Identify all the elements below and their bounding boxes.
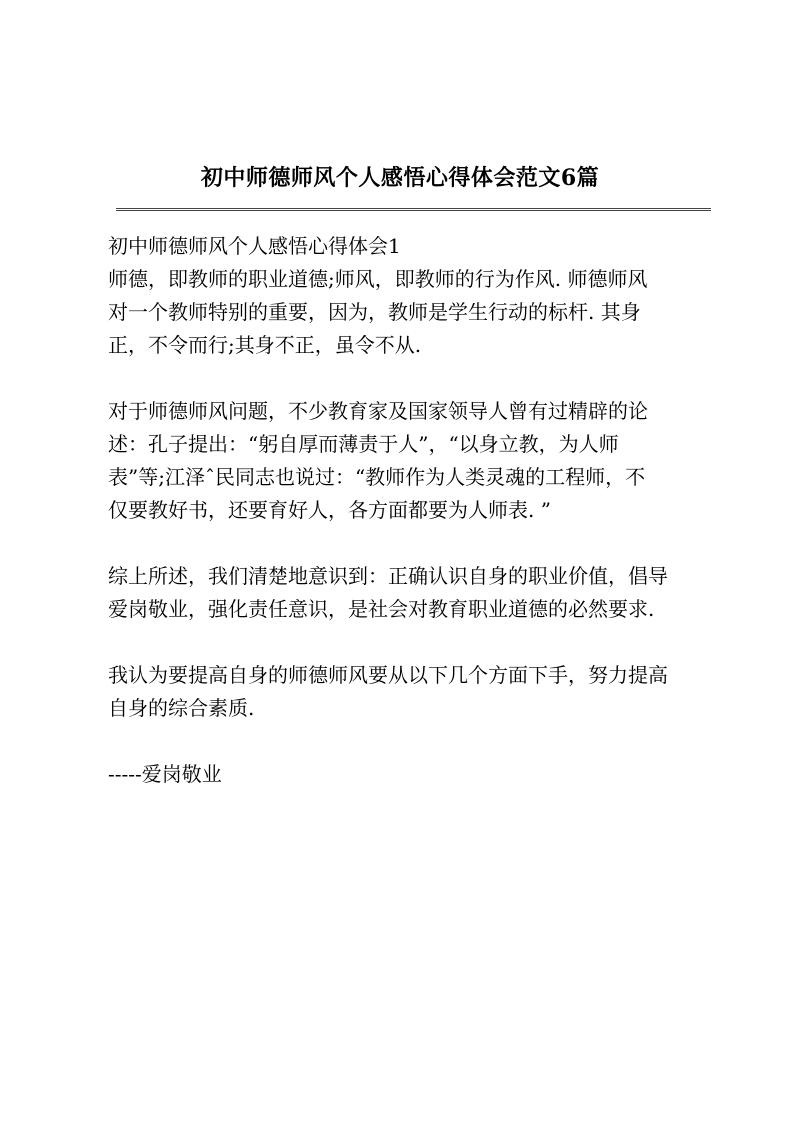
paragraph-5 <box>108 758 718 791</box>
document-body <box>108 230 718 791</box>
paragraph-spacer <box>108 527 718 560</box>
section-heading: 初中师德师风个人感悟心得体会1 <box>108 234 401 258</box>
paragraph-3 <box>108 560 718 626</box>
paragraph-line: -----爱岗敬业 <box>108 762 222 786</box>
document-title: 初中师德师风个人感悟心得体会范文6篇 <box>200 165 600 191</box>
paragraph-spacer <box>108 725 718 758</box>
paragraph-line: 述：孔子提出：“躬自厚而薄责于人”，“以身立教，为人师 <box>108 432 619 456</box>
paragraph-line: 爱岗敬业，强化责任意识，是社会对教育职业道德的必然要求. <box>108 597 655 621</box>
paragraph-line: 对一个教师特别的重要，因为，教师是学生行动的标杆. 其身 <box>108 300 641 324</box>
paragraph-line: 表”等;江泽ˆ民同志也说过：“教师作为人类灵魂的工程师，不 <box>108 465 646 489</box>
title-divider <box>116 208 711 211</box>
paragraph-4 <box>108 659 718 725</box>
paragraph-line: 正，不令而行;其身不正，虽令不从. <box>108 333 422 357</box>
paragraph-line: 仅要教好书，还要育好人，各方面都要为人师表. ” <box>108 498 551 522</box>
paragraph-2 <box>108 395 718 527</box>
paragraph-line: 自身的综合素质. <box>108 696 255 720</box>
paragraph-line: 对于师德师风问题，不少教育家及国家领导人曾有过精辟的论 <box>108 399 648 423</box>
paragraph-line: 我认为要提高自身的师德师风要从以下几个方面下手，努力提高 <box>108 663 668 687</box>
paragraph-line: 师德，即教师的职业道德;师风，即教师的行为作风. 师德师风 <box>108 267 648 291</box>
paragraph-spacer <box>108 362 718 395</box>
paragraph-line: 综上所述，我们清楚地意识到：正确认识自身的职业价值，倡导 <box>108 564 668 588</box>
paragraph-spacer <box>108 626 718 659</box>
paragraph-1 <box>108 263 718 362</box>
